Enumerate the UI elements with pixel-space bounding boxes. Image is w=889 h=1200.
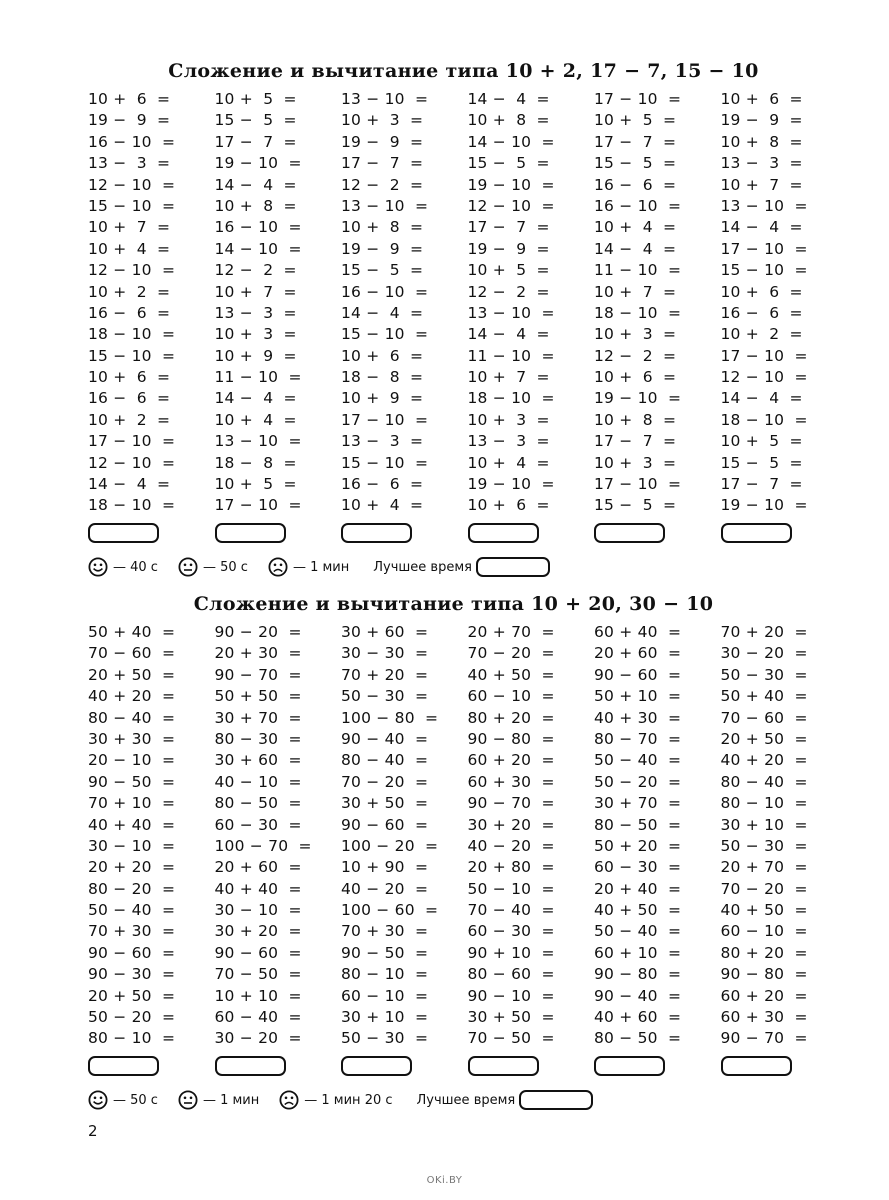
smiley-happy-icon (88, 1090, 108, 1110)
exercise: 50 − 40 = (594, 751, 682, 770)
exercise: 17 − 10 = (341, 410, 429, 429)
exercise: 90 − 50 = (88, 772, 176, 791)
smiley-neutral-icon (178, 1090, 198, 1110)
exercise: 70 + 20 = (341, 665, 429, 684)
exercise-column (721, 622, 848, 1050)
exercise: 80 − 70 = (594, 729, 682, 748)
section1-title: Сложение и вычитание типа 10 + 2, 17 − 7, 15 − 10 (168, 60, 759, 82)
answer-time-box[interactable] (594, 1056, 665, 1076)
exercise: 20 + 40 = (594, 879, 682, 898)
exercise: 10 + 7 = (88, 218, 171, 237)
exercise: 70 − 20 = (720, 879, 808, 898)
exercise: 10 + 4 = (341, 496, 424, 515)
exercise: 30 − 30 = (341, 644, 429, 663)
exercise: 60 + 30 = (467, 772, 555, 791)
exercise: 50 + 40 = (88, 623, 176, 641)
exercise-column (341, 622, 468, 1050)
exercise: 30 + 20 = (214, 922, 302, 941)
exercise: 50 − 10 = (467, 879, 555, 898)
exercise: 70 + 30 = (88, 922, 176, 941)
exercise: 12 − 10 = (720, 368, 808, 387)
exercise: 10 + 6 = (720, 90, 803, 108)
exercise: 10 + 10 = (214, 986, 302, 1005)
exercise: 15 − 10 = (720, 261, 808, 280)
exercise: 17 − 10 = (214, 496, 302, 515)
exercise-column (341, 89, 468, 517)
exercise: 80 − 40 = (341, 751, 429, 770)
exercise: 19 − 9 = (341, 239, 424, 258)
answer-time-box[interactable] (468, 523, 539, 543)
section2-exercise-grid (88, 622, 808, 1050)
exercise: 50 − 30 = (341, 1029, 429, 1048)
exercise: 10 + 8 = (467, 111, 550, 130)
exercise: 16 − 6 = (341, 475, 424, 494)
exercise: 90 − 40 = (594, 986, 682, 1005)
exercise: 60 + 40 = (594, 623, 682, 641)
exercise: 13 − 10 = (720, 196, 808, 215)
exercise: 30 + 10 = (341, 1008, 429, 1027)
exercise: 10 + 9 = (341, 389, 424, 408)
exercise: 10 + 4 = (214, 410, 297, 429)
exercise: 17 − 7 = (594, 132, 677, 151)
exercise: 50 − 40 = (594, 922, 682, 941)
exercise: 30 − 10 = (88, 836, 176, 855)
exercise: 17 − 10 = (88, 432, 176, 451)
exercise: 19 − 9 = (720, 111, 803, 130)
exercise: 70 − 50 = (214, 965, 302, 984)
exercise-column (215, 622, 342, 1050)
exercise: 90 − 30 = (88, 965, 176, 984)
exercise: 30 + 70 = (594, 794, 682, 813)
exercise: 10 + 6 = (467, 496, 550, 515)
exercise: 18 − 10 = (467, 389, 555, 408)
exercise: 15 − 5 = (341, 261, 424, 280)
exercise-column (468, 622, 595, 1050)
best-time-box[interactable] (476, 557, 550, 577)
exercise: 12 − 10 = (88, 175, 176, 194)
exercise: 60 − 30 = (467, 922, 555, 941)
exercise: 90 − 70 = (214, 665, 302, 684)
exercise: 10 + 3 = (341, 111, 424, 130)
exercise-column (468, 89, 595, 517)
answer-time-box[interactable] (88, 1056, 159, 1076)
smiley-happy-icon (88, 557, 108, 577)
exercise: 15 − 10 = (88, 346, 176, 365)
answer-time-box[interactable] (721, 1056, 792, 1076)
exercise: 90 − 80 = (720, 965, 808, 984)
exercise: 40 + 20 = (720, 751, 808, 770)
exercise: 15 − 5 = (594, 496, 677, 515)
exercise: 30 + 10 = (720, 815, 808, 834)
exercise: 10 + 7 = (594, 282, 677, 301)
exercise: 20 + 50 = (720, 729, 808, 748)
exercise: 60 − 10 = (467, 687, 555, 706)
legend-bad-time: — 1 мин (292, 559, 350, 575)
exercise: 19 − 9 = (88, 111, 171, 130)
exercise: 40 + 20 = (88, 687, 176, 706)
exercise: 70 + 10 = (88, 794, 176, 813)
exercise: 90 − 50 = (341, 943, 429, 962)
exercise: 30 + 50 = (341, 794, 429, 813)
exercise: 60 − 40 = (214, 1008, 302, 1027)
exercise: 70 + 30 = (341, 922, 429, 941)
exercise: 10 + 7 = (467, 368, 550, 387)
exercise: 18 − 8 = (341, 368, 424, 387)
section1-timing-legend (88, 557, 550, 577)
exercise: 16 − 10 = (214, 218, 302, 237)
exercise: 20 − 10 = (88, 751, 176, 770)
exercise: 40 − 20 = (341, 879, 429, 898)
exercise: 40 + 50 = (594, 901, 682, 920)
exercise: 10 + 6 = (341, 346, 424, 365)
exercise: 30 + 60 = (214, 751, 302, 770)
exercise: 18 − 10 = (88, 496, 176, 515)
exercise: 40 + 30 = (594, 708, 682, 727)
exercise: 60 − 10 = (720, 922, 808, 941)
exercise: 10 + 9 = (214, 346, 297, 365)
exercise: 10 + 4 = (594, 218, 677, 237)
exercise: 80 − 50 = (594, 1029, 682, 1048)
exercise: 15 − 5 = (467, 154, 550, 173)
exercise: 60 + 30 = (720, 1008, 808, 1027)
exercise: 60 + 10 = (594, 943, 682, 962)
exercise: 17 − 10 = (594, 90, 682, 108)
exercise: 30 − 20 = (720, 644, 808, 663)
exercise: 18 − 10 = (594, 303, 682, 322)
exercise: 14 − 4 = (467, 325, 550, 344)
exercise: 11 − 10 = (214, 368, 302, 387)
exercise: 10 + 3 = (594, 325, 677, 344)
exercise: 19 − 10 = (467, 175, 555, 194)
exercise: 70 − 20 = (467, 644, 555, 663)
exercise: 10 + 5 = (720, 432, 803, 451)
answer-time-box[interactable] (341, 523, 412, 543)
exercise: 11 − 10 = (594, 261, 682, 280)
exercise: 40 + 50 = (467, 665, 555, 684)
exercise: 80 − 50 = (594, 815, 682, 834)
answer-time-box[interactable] (721, 523, 792, 543)
exercise: 80 − 60 = (467, 965, 555, 984)
exercise: 90 − 70 = (467, 794, 555, 813)
exercise: 16 − 10 = (341, 282, 429, 301)
answer-time-box[interactable] (88, 523, 159, 543)
exercise: 90 − 60 = (88, 943, 176, 962)
exercise: 70 − 20 = (341, 772, 429, 791)
exercise: 90 − 10 = (467, 986, 555, 1005)
exercise: 17 − 7 = (467, 218, 550, 237)
exercise: 14 − 4 = (594, 239, 677, 258)
exercise: 16 − 10 = (88, 132, 176, 151)
answer-time-box[interactable] (215, 1056, 286, 1076)
exercise: 13 − 10 = (214, 432, 302, 451)
exercise: 40 − 20 = (467, 836, 555, 855)
exercise: 14 − 4 = (88, 475, 171, 494)
exercise: 10 + 8 = (594, 410, 677, 429)
exercise: 14 − 4 = (720, 218, 803, 237)
exercise-column (721, 89, 848, 517)
exercise-column (594, 622, 721, 1050)
exercise: 80 + 20 = (467, 708, 555, 727)
exercise: 90 − 60 = (214, 943, 302, 962)
exercise: 10 + 3 = (214, 325, 297, 344)
exercise: 30 − 10 = (214, 901, 302, 920)
exercise: 70 − 50 = (467, 1029, 555, 1048)
legend-good-time: — 50 с (113, 1092, 158, 1108)
exercise: 80 − 40 = (88, 708, 176, 727)
exercise: 12 − 10 = (467, 196, 555, 215)
exercise: 13 − 3 = (341, 432, 424, 451)
exercise: 80 − 10 = (88, 1029, 176, 1048)
exercise: 60 − 30 = (214, 815, 302, 834)
exercise: 14 − 4 = (467, 90, 550, 108)
exercise: 17 − 10 = (720, 239, 808, 258)
exercise: 40 − 10 = (214, 772, 302, 791)
exercise: 90 − 80 = (594, 965, 682, 984)
exercise: 19 − 10 = (214, 154, 302, 173)
exercise: 17 − 7 = (214, 132, 297, 151)
exercise: 10 + 7 = (720, 175, 803, 194)
exercise: 90 + 10 = (467, 943, 555, 962)
exercise: 10 + 8 = (341, 218, 424, 237)
exercise: 70 + 20 = (720, 623, 808, 641)
exercise: 18 − 10 = (88, 325, 176, 344)
exercise: 20 + 60 = (214, 858, 302, 877)
exercise: 20 + 30 = (214, 644, 302, 663)
exercise-column (215, 89, 342, 517)
exercise: 90 − 70 = (720, 1029, 808, 1048)
exercise: 16 − 6 = (720, 303, 803, 322)
exercise: 80 − 40 = (720, 772, 808, 791)
exercise: 12 − 2 = (341, 175, 424, 194)
exercise: 12 − 2 = (594, 346, 677, 365)
exercise: 17 − 7 = (341, 154, 424, 173)
section2-answer-boxes (88, 1056, 847, 1076)
exercise: 50 − 30 = (341, 687, 429, 706)
exercise: 10 + 3 = (594, 453, 677, 472)
exercise: 50 − 40 = (88, 901, 176, 920)
exercise: 20 + 50 = (88, 986, 176, 1005)
exercise: 20 + 50 = (88, 665, 176, 684)
exercise: 50 − 20 = (88, 1008, 176, 1027)
exercise: 15 − 10 = (88, 196, 176, 215)
exercise: 18 − 10 = (720, 410, 808, 429)
exercise: 10 + 90 = (341, 858, 429, 877)
exercise: 20 + 80 = (467, 858, 555, 877)
legend-ok-time: — 1 мин (202, 1092, 260, 1108)
answer-time-box[interactable] (215, 523, 286, 543)
answer-time-box[interactable] (468, 1056, 539, 1076)
exercise: 12 − 10 = (88, 261, 176, 280)
exercise: 40 + 50 = (720, 901, 808, 920)
exercise: 14 − 4 = (214, 389, 297, 408)
exercise: 90 − 80 = (467, 729, 555, 748)
smiley-neutral-icon (178, 557, 198, 577)
exercise: 30 + 30 = (88, 729, 176, 748)
exercise: 50 − 30 = (720, 665, 808, 684)
exercise: 40 + 40 = (214, 879, 302, 898)
exercise: 100 − 20 = (341, 836, 439, 855)
section2-timing-legend (88, 1090, 593, 1110)
exercise: 10 + 5 = (214, 90, 297, 108)
exercise: 60 − 30 = (594, 858, 682, 877)
exercise: 10 + 7 = (214, 282, 297, 301)
best-time-box[interactable] (519, 1090, 593, 1110)
exercise: 20 + 60 = (594, 644, 682, 663)
exercise: 30 + 70 = (214, 708, 302, 727)
page-number: 2 (88, 1122, 98, 1140)
exercise: 50 − 30 = (720, 836, 808, 855)
exercise: 15 − 10 = (341, 453, 429, 472)
exercise: 50 − 20 = (594, 772, 682, 791)
exercise: 30 + 50 = (467, 1008, 555, 1027)
exercise: 10 + 8 = (214, 196, 297, 215)
legend-ok-time: — 50 с (202, 559, 248, 575)
exercise: 70 − 60 = (88, 644, 176, 663)
exercise: 17 − 7 = (594, 432, 677, 451)
exercise: 10 + 6 = (88, 90, 171, 108)
exercise: 80 − 10 = (341, 965, 429, 984)
exercise: 10 + 6 = (594, 368, 677, 387)
smiley-sad-icon (268, 557, 288, 577)
exercise: 10 + 4 = (88, 239, 171, 258)
exercise: 16 − 6 = (594, 175, 677, 194)
exercise: 10 + 5 = (214, 475, 297, 494)
exercise: 100 − 80 = (341, 708, 439, 727)
exercise: 19 − 10 = (720, 496, 808, 515)
exercise: 90 − 20 = (214, 623, 302, 641)
exercise: 15 − 5 = (594, 154, 677, 173)
exercise: 10 + 2 = (88, 282, 171, 301)
exercise: 60 + 20 = (720, 986, 808, 1005)
exercise: 13 − 3 = (214, 303, 297, 322)
exercise: 100 − 60 = (341, 901, 439, 920)
exercise: 20 + 20 = (88, 858, 176, 877)
exercise-column (88, 89, 215, 517)
exercise: 30 − 20 = (214, 1029, 302, 1048)
exercise: 15 − 10 = (341, 325, 429, 344)
exercise: 10 + 8 = (720, 132, 803, 151)
exercise: 10 + 2 = (88, 410, 171, 429)
exercise: 90 − 40 = (341, 729, 429, 748)
exercise: 16 − 6 = (88, 303, 171, 322)
watermark: OKi.BY (426, 1175, 463, 1186)
exercise: 10 + 5 = (594, 111, 677, 130)
exercise-column (594, 89, 721, 517)
exercise: 13 − 3 = (88, 154, 171, 173)
smiley-sad-icon (279, 1090, 299, 1110)
exercise: 19 − 10 = (467, 475, 555, 494)
exercise: 13 − 3 = (720, 154, 803, 173)
exercise: 10 + 6 = (720, 282, 803, 301)
exercise: 14 − 4 = (720, 389, 803, 408)
exercise-column (88, 622, 215, 1050)
exercise: 16 − 6 = (88, 389, 171, 408)
exercise: 80 − 30 = (214, 729, 302, 748)
exercise: 50 + 20 = (594, 836, 682, 855)
exercise: 10 + 4 = (467, 453, 550, 472)
exercise: 12 − 2 = (467, 282, 550, 301)
exercise: 70 − 60 = (720, 708, 808, 727)
exercise: 13 − 3 = (467, 432, 550, 451)
exercise: 80 − 20 = (88, 879, 176, 898)
exercise: 12 − 2 = (214, 261, 297, 280)
exercise: 14 − 10 = (214, 239, 302, 258)
exercise: 20 + 70 = (720, 858, 808, 877)
exercise: 13 − 10 = (341, 90, 429, 108)
section1-exercise-grid (88, 89, 808, 517)
exercise: 10 + 3 = (467, 410, 550, 429)
exercise: 13 − 10 = (467, 303, 555, 322)
exercise: 50 + 40 = (720, 687, 808, 706)
exercise: 50 + 10 = (594, 687, 682, 706)
answer-time-box[interactable] (594, 523, 665, 543)
best-time-label: Лучшее время (373, 559, 472, 575)
answer-time-box[interactable] (341, 1056, 412, 1076)
exercise: 30 + 60 = (341, 623, 429, 641)
exercise: 10 + 2 = (720, 325, 803, 344)
exercise: 14 − 4 = (214, 175, 297, 194)
exercise: 19 − 9 = (467, 239, 550, 258)
exercise: 16 − 10 = (594, 196, 682, 215)
exercise: 19 − 9 = (341, 132, 424, 151)
exercise: 90 − 60 = (594, 665, 682, 684)
exercise: 17 − 7 = (720, 475, 803, 494)
exercise: 60 − 10 = (341, 986, 429, 1005)
exercise: 100 − 70 = (214, 836, 312, 855)
exercise: 15 − 5 = (214, 111, 297, 130)
exercise: 19 − 10 = (594, 389, 682, 408)
exercise: 40 + 40 = (88, 815, 176, 834)
exercise: 17 − 10 = (720, 346, 808, 365)
exercise: 13 − 10 = (341, 196, 429, 215)
exercise: 11 − 10 = (467, 346, 555, 365)
exercise: 80 + 20 = (720, 943, 808, 962)
section2-title: Сложение и вычитание типа 10 + 20, 30 − 10 (193, 593, 714, 615)
best-time-label: Лучшее время (416, 1092, 516, 1108)
exercise: 17 − 10 = (594, 475, 682, 494)
exercise: 14 − 4 = (341, 303, 424, 322)
legend-bad-time: — 1 мин 20 с (304, 1092, 393, 1108)
exercise: 80 − 50 = (214, 794, 302, 813)
exercise: 90 − 60 = (341, 815, 429, 834)
legend-good-time: — 40 с (113, 559, 158, 575)
section1-answer-boxes (88, 523, 847, 543)
exercise: 10 + 6 = (88, 368, 171, 387)
exercise: 60 + 20 = (467, 751, 555, 770)
exercise: 20 + 70 = (467, 623, 555, 641)
exercise: 14 − 10 = (467, 132, 555, 151)
exercise: 18 − 8 = (214, 453, 297, 472)
exercise: 50 + 50 = (214, 687, 302, 706)
exercise: 80 − 10 = (720, 794, 808, 813)
exercise: 15 − 5 = (720, 453, 803, 472)
exercise: 70 − 40 = (467, 901, 555, 920)
exercise: 10 + 5 = (467, 261, 550, 280)
exercise: 12 − 10 = (88, 453, 176, 472)
exercise: 40 + 60 = (594, 1008, 682, 1027)
exercise: 30 + 20 = (467, 815, 555, 834)
